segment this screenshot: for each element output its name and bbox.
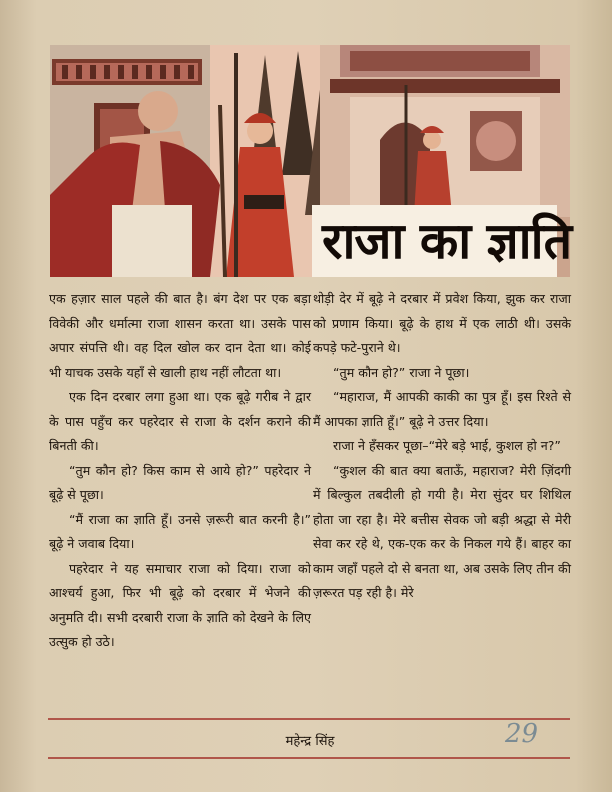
author-name: महेन्द्र सिंह bbox=[285, 734, 335, 749]
paragraph: “तुम कौन हो? किस काम से आये हो?” पहरेदार ने बूढ़े से पूछा। bbox=[49, 462, 311, 502]
paragraph: एक दिन दरबार लगा हुआ था। एक बूढ़े गरीब ने द्वार के पास पहुँच कर पहरेदार से राजा के दर्शन कराने की बिनती की। bbox=[49, 389, 311, 453]
paragraph: एक हज़ार साल पहले की बात है। बंग देश पर एक बड़ा विवेकी और धर्मात्मा राजा शासन करता था। उसके पास अपार संपत्ति थी। वह दिल खोल कर दान देता था। कोई भी याचक उसके यहाँ से खाली हाथ नहीं लौटता था। bbox=[49, 291, 311, 380]
paragraph: “कुशल की बात क्या बताऊँ, महाराज? मेरी ज़िंदगी में बिल्कुल तबदीली हो गयी है। मेरा सुंदर घर शिथिल होता जा रहा है। मेरे बत्तीस सेवक जो बड़ी श्रद्धा से मेरी सेवा कर रहे थे, एक-एक कर के निकल गये हैं। बाहर का काम जहाँ पहले दो से बनता था, अब उसके लिए तीन की ज़रूरत पड़ रही है। मेरे bbox=[313, 462, 571, 600]
paragraph: “तुम कौन हो?” राजा ने पूछा। bbox=[333, 364, 470, 380]
paragraph: “मैं राजा का ज्ञाति हूँ। उनसे ज़रूरी बात करनी है।” बूढ़े ने जवाब दिया। bbox=[49, 511, 311, 551]
right-column bbox=[313, 287, 571, 606]
footer-rule-top bbox=[48, 718, 570, 720]
footer-rule-bottom bbox=[48, 757, 570, 759]
story-title: राजा का ज्ञाति bbox=[322, 212, 572, 270]
left-column bbox=[49, 287, 311, 655]
paragraph: “महाराज, मैं आपकी काकी का पुत्र हूँ। इस रिश्ते से मैं आपका ज्ञाति हूँ।” बूढ़े ने उत्तर दिया। bbox=[313, 389, 571, 429]
page-number: 29 bbox=[505, 719, 539, 749]
paragraph: पहरेदार ने यह समाचार राजा को दिया। राजा को आश्चर्य हुआ, फिर भी बूढ़े को दरबार में भेजने की अनुमति दी। सभी दरबारी राजा के ज्ञाति को देखने के लिए उत्सुक हो उठे। bbox=[49, 560, 311, 649]
paragraph: थोड़ी देर में बूढ़े ने दरबार में प्रवेश किया, झुक कर राजा को प्रणाम किया। बूढ़े के हाथ में एक लाठी थी। उसके कपड़े फटे-पुराने थे। bbox=[313, 291, 571, 355]
paragraph: राजा ने हँसकर पूछा–“मेरे बड़े भाई, कुशल हो न?” bbox=[333, 438, 561, 453]
